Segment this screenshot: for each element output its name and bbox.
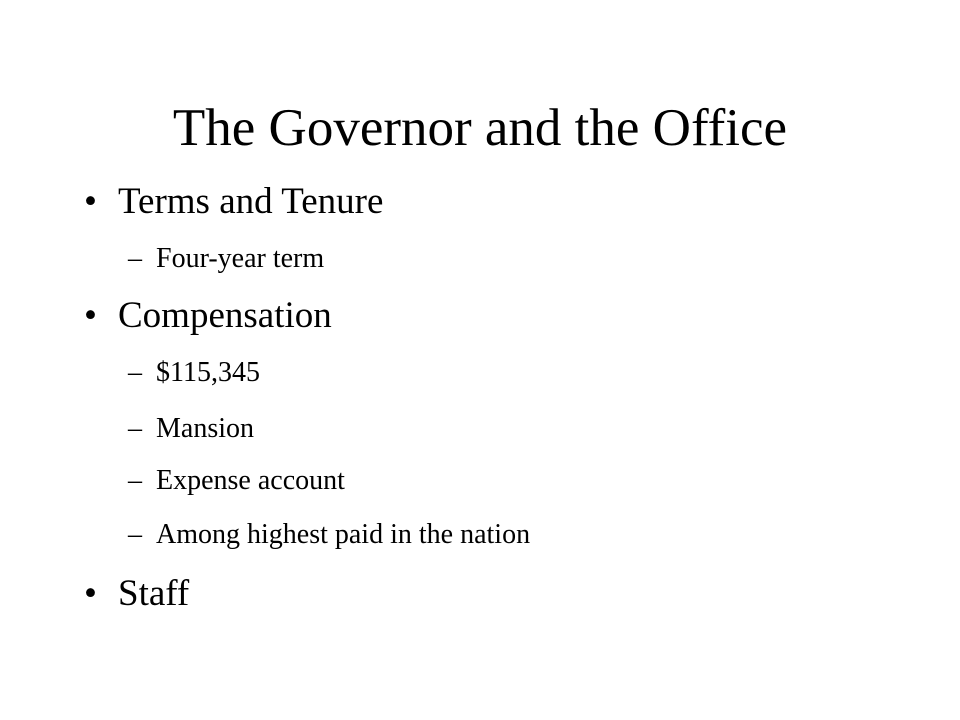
sub-bullet-marker: – [128,519,142,550]
sub-bullet-marker: – [128,465,142,496]
sub-bullet-text: Expense account [156,465,345,496]
bullet-text: Terms and Tenure [118,181,384,222]
sub-bullet-text: $115,345 [156,357,260,388]
sub-bullet-text: Mansion [156,413,254,444]
sub-bullet-item [128,242,324,276]
sub-bullet-marker: – [128,357,142,388]
sub-bullet-marker: – [128,243,142,274]
sub-bullet-item [128,464,345,498]
bullet-item [84,572,189,616]
bullet-item [84,180,383,224]
slide-title: The Governor and the Office [172,99,788,157]
bullet-marker: • [84,573,97,614]
sub-bullet-item [128,412,254,446]
bullet-marker: • [84,181,97,222]
sub-bullet-marker: – [128,413,142,444]
sub-bullet-text: Among highest paid in the nation [156,519,531,550]
bullet-marker: • [84,295,97,336]
sub-bullet-item [128,356,260,390]
sub-bullet-item [128,518,530,552]
sub-bullet-text: Four-year term [156,243,325,274]
bullet-text: Staff [118,573,190,614]
bullet-item [84,294,332,338]
bullet-text: Compensation [118,295,332,336]
